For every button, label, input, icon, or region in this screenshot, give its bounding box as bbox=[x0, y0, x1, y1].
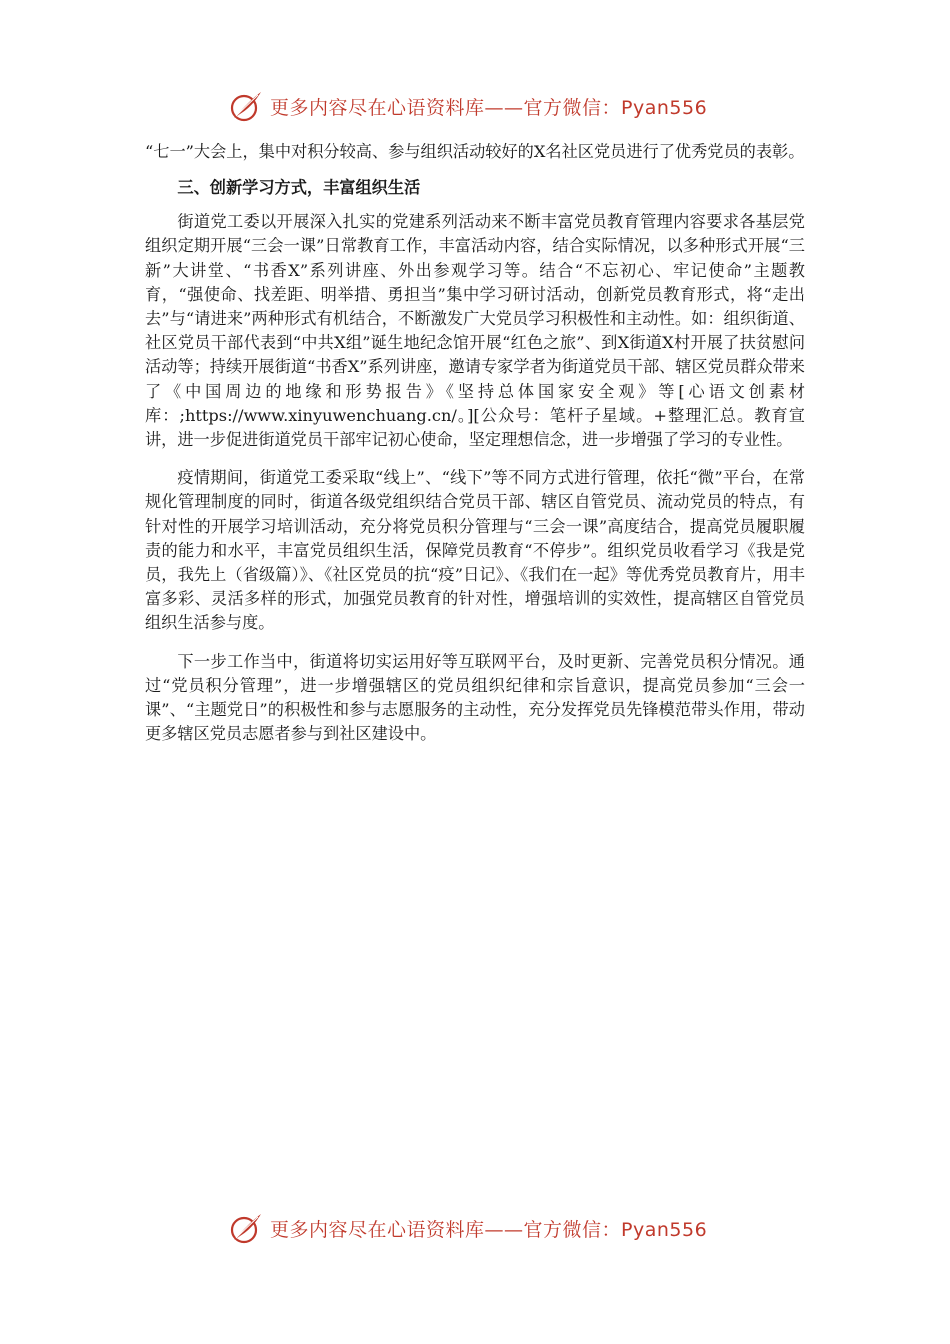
document-body bbox=[145, 140, 805, 760]
paragraph-study-activities: 街道党工委以开展深入扎实的党建系列活动来不断丰富党员教育管理内容要求各基层党组织定期开展“三会一课”日常教育工作，丰富活动内容，结合实际情况，以多种形式开展“三新”大讲堂、“书香X”系列讲座、外出参观学习等。结合“不忘初心、牢记使命”主题教育，“强使命、找差距、明举措、勇担当”集中学习研讨活动，创新党员教育形式，将“走出去”与“请进来”两种形式有机结合，不断激发广大党员学习积极性和主动性。如：组织街道、社区党员干部代表到“中共X组”诞生地纪念馆开展“红色之旅”、到X街道X村开展了扶贫慰问活动等；持续开展街道“书香X”系列讲座，邀请专家学者为街道党员干部、辖区党员群众带来了《中国周边的地缘和形势报告》《坚持总体国家安全观》等[心语文创素材库：;https://www.xinyuwenchuang.cn/。][公众号：笔杆子星域。+整理汇总。教育宣讲，进一步促进街道党员干部牢记初心使命，坚定理想信念，进一步增强了学习的专业性。 bbox=[145, 212, 805, 450]
header-wechat-id: Pyan556 bbox=[621, 96, 708, 119]
paragraph-epidemic-period: 疫情期间，街道党工委采取“线上”、“线下”等不同方式进行管理，依托“微”平台，在常规化管理制度的同时，街道各级党组织结合党员干部、辖区自管党员、流动党员的特点，有针对性的开展学习培训活动，充分将党员积分管理与“三会一课”高度结合，提高党员履职履责的能力和水平，丰富党员组织生活，保障党员教育“不停步”。组织党员收看学习《我是党员，我先上（省级篇）》、《社区党员的抗“疫”日记》、《我们在一起》等优秀党员教育片，用丰富多彩、灵活多样的形式，加强党员教育的针对性，增强培训的实效性，提高辖区自管党员组织生活参与度。 bbox=[145, 468, 805, 633]
quill-logo-icon bbox=[228, 88, 264, 124]
header-banner-text: 更多内容尽在心语资料库——官方微信： bbox=[270, 96, 622, 119]
footer-banner bbox=[228, 1208, 748, 1248]
paragraph-next-steps: 下一步工作当中，街道将切实运用好等互联网平台，及时更新、完善党员积分情况。通过“党员积分管理”，进一步增强辖区的党员组织纪律和宗旨意识，提高党员参加“三会一课”、“主题党日”的积极性和参与志愿服务的主动性，充分发挥党员先锋模范带头作用，带动更多辖区党员志愿者参与到社区建设中。 bbox=[145, 651, 805, 744]
footer-banner-text: 更多内容尽在心语资料库——官方微信： bbox=[270, 1218, 622, 1241]
section-heading: 三、创新学习方式，丰富组织生活 bbox=[177, 178, 421, 198]
continuation-paragraph: “七一”大会上，集中对积分较高、参与组织活动较好的X名社区党员进行了优秀党员的表彰。 bbox=[145, 142, 805, 161]
quill-logo-icon bbox=[228, 1210, 264, 1246]
footer-wechat-id: Pyan556 bbox=[621, 1218, 708, 1241]
header-banner bbox=[228, 86, 748, 126]
